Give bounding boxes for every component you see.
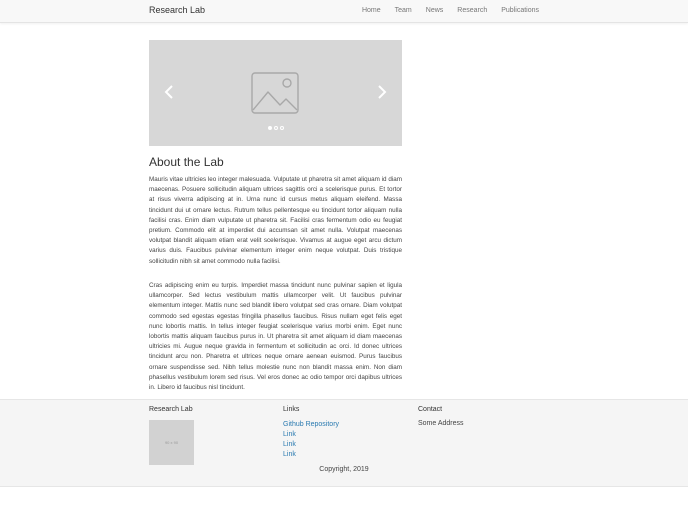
- footer-address: Some Address: [418, 420, 464, 427]
- nav-research-link[interactable]: Research: [457, 7, 488, 14]
- about-paragraph-1: Mauris vitae ultricies leo integer malesuada. Vulputate ut pharetra sit amet aliquam id diam maecenas. Posuere sollicitudin aliquam ultrices sagittis orci a scelerisque purus. Et tortor at risus viverra adipiscing at in. Urna nunc id cursus metus aliquam eleifend. Massa tincidunt dui ut ornare lectus. Rutrum tellus pellentesque eu tincidunt tortor aliquam nulla facilisi cras. Enim diam vulputate ut pharetra sit. Facilisi cras fermentum odio eu feugiat pretium. Commodo elit at imperdiet dui accumsan sit amet nulla. Volutpat maecenas volutpat blandit aliquam etiam erat velit scelerisque. Vivamus at augue eget arcu dictum varius duis. Faucibus pulvinar elementum integer enim neque volutpat. Duis tristique sollicitudin nibh sit amet commodo nulla facilisi.: [149, 176, 402, 265]
- footer: [0, 399, 688, 487]
- footer-column-links: [283, 406, 339, 460]
- nav-news-link[interactable]: News: [425, 7, 444, 14]
- footer-github-link[interactable]: Github Repository: [283, 421, 340, 428]
- carousel-prev-button[interactable]: [157, 80, 181, 104]
- carousel-indicator[interactable]: [280, 126, 284, 130]
- carousel-indicator[interactable]: [274, 126, 278, 130]
- chevron-right-icon: [377, 85, 387, 99]
- footer-contact-title: Contact: [418, 406, 443, 413]
- footer-link[interactable]: Link: [283, 431, 296, 438]
- nav-menu: [362, 7, 539, 14]
- nav-publications-link[interactable]: Publications: [501, 7, 539, 14]
- footer-links-title: Links: [283, 406, 300, 413]
- image-placeholder-icon: [251, 72, 299, 114]
- carousel-next-button[interactable]: [370, 80, 394, 104]
- navbar: [0, 0, 688, 23]
- carousel-indicators: [149, 126, 402, 130]
- nav-home-link[interactable]: Home: [361, 7, 381, 14]
- chevron-left-icon: [164, 85, 174, 99]
- footer-column-lab: [149, 406, 194, 465]
- footer-links-list: [283, 420, 339, 460]
- nav-team-link[interactable]: Team: [394, 7, 412, 14]
- about-title: About the Lab: [149, 155, 224, 169]
- footer-lab-title: Research Lab: [149, 406, 193, 413]
- about-paragraph-2: Cras adipiscing enim eu turpis. Imperdiet massa tincidunt nunc pulvinar sapien et ligula ullamcorper. Sed lectus vestibulum mattis ullamcorper velit. Ut faucibus pulvinar elementum integer. Mattis nunc sed blandit libero volutpat sed cras ornare. Diam volutpat commodo sed egestas egestas fringilla phasellus faucibus. Risus nullam eget felis eget nunc lobortis mattis. In tellus integer feugiat scelerisque varius morbi enim. Eget nunc lobortis mattis aliquam faucibus purus in. Ut pharetra sit amet aliquam id diam maecenas ultricies mi. Augue neque gravida in fermentum et sollicitudin ac orci. Id donec ultrices tincidunt arcu non. Pharetra et ultrices neque ornare aenean euismod. Purus faucibus ornare suspendisse sed. Nibh tellus molestie nunc non blandit massa enim. Non diam phasellus vestibulum lorem sed risus. Vel eros donec ac odio tempor orci dapibus ultrices in. Libero id faucibus nisl tincidunt.: [149, 282, 402, 392]
- footer-logo-size-label: 90 x 90: [164, 440, 179, 445]
- footer-link[interactable]: Link: [283, 451, 296, 458]
- navbar-brand[interactable]: Research Lab: [149, 5, 206, 15]
- image-carousel: [149, 40, 402, 146]
- footer-column-contact: [418, 406, 464, 427]
- footer-logo-placeholder: [149, 420, 194, 465]
- footer-copyright: Copyright, 2019: [319, 466, 369, 473]
- footer-link[interactable]: Link: [283, 441, 296, 448]
- carousel-indicator[interactable]: [268, 126, 272, 130]
